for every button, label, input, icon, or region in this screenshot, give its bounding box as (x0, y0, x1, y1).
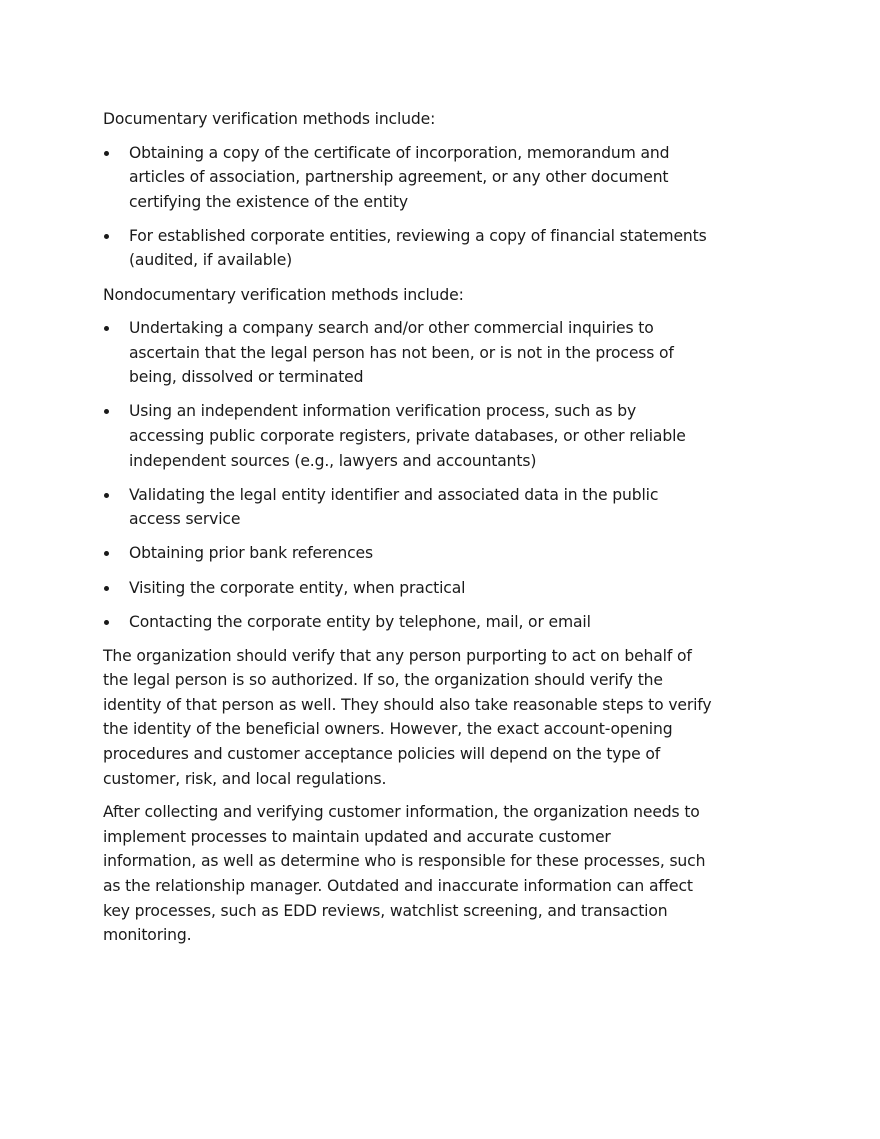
text-line: independent sources (e.g., lawyers and accountants) (129, 451, 537, 470)
text-line: (audited, if available) (129, 251, 293, 270)
text-line: For established corporate entities, reviewing a copy of financial statements (129, 226, 707, 245)
text-line: monitoring. (103, 926, 192, 945)
text-line: being, dissolved or terminated (129, 368, 364, 387)
text-line: as the relationship manager. Outdated and inaccurate information can affect (103, 877, 693, 896)
text-line: articles of association, partnership agreement, or any other document (129, 168, 669, 187)
bullet-item (103, 141, 763, 215)
paragraph-maintenance (103, 800, 763, 948)
text-line: information, as well as determine who is responsible for these processes, such (103, 852, 706, 871)
bullet-item (103, 399, 763, 473)
bullet-item (103, 224, 763, 273)
bullet-item (103, 316, 763, 390)
nondocumentary-intro (103, 283, 763, 308)
bullet-item (103, 541, 763, 566)
documentary-methods-list (103, 141, 763, 273)
text-line: key processes, such as EDD reviews, watchlist screening, and transaction (103, 901, 668, 920)
document-page (103, 107, 763, 957)
documentary-intro (103, 107, 763, 132)
text-line: Contacting the corporate entity by telephone, mail, or email (129, 612, 591, 631)
text-line: Obtaining prior bank references (129, 544, 373, 563)
text-line: Undertaking a company search and/or other commercial inquiries to (129, 319, 654, 338)
text-line: procedures and customer acceptance policies will depend on the type of (103, 745, 661, 764)
text-line: customer, risk, and local regulations. (103, 769, 387, 788)
text-line: The organization should verify that any person purporting to act on behalf of (103, 646, 692, 665)
text-line: Using an independent information verification process, such as by (129, 402, 637, 421)
text-line: After collecting and verifying customer information, the organization needs to (103, 803, 700, 822)
text-line: accessing public corporate registers, private databases, or other reliable (129, 427, 686, 446)
text-line: identity of that person as well. They should also take reasonable steps to verify (103, 695, 712, 714)
text-line: ascertain that the legal person has not been, or is not in the process of (129, 343, 674, 362)
nondocumentary-methods-list (103, 316, 763, 634)
text-line: the identity of the beneficial owners. However, the exact account-opening (103, 720, 673, 739)
paragraph-verification (103, 644, 763, 792)
text-line: certifying the existence of the entity (129, 192, 408, 211)
text-line: Documentary verification methods include: (103, 110, 436, 128)
bullet-item (103, 576, 763, 601)
text-line: Nondocumentary verification methods include: (103, 285, 464, 304)
text-line: the legal person is so authorized. If so, the organization should verify the (103, 671, 663, 690)
bullet-item (103, 610, 763, 635)
text-line: implement processes to maintain updated and accurate customer (103, 827, 611, 846)
bullet-item (103, 483, 763, 532)
text-line: Validating the legal entity identifier and associated data in the public (129, 485, 659, 504)
text-line: Visiting the corporate entity, when practical (129, 578, 466, 597)
text-line: access service (129, 510, 241, 529)
text-line: Obtaining a copy of the certificate of incorporation, memorandum and (129, 143, 670, 162)
